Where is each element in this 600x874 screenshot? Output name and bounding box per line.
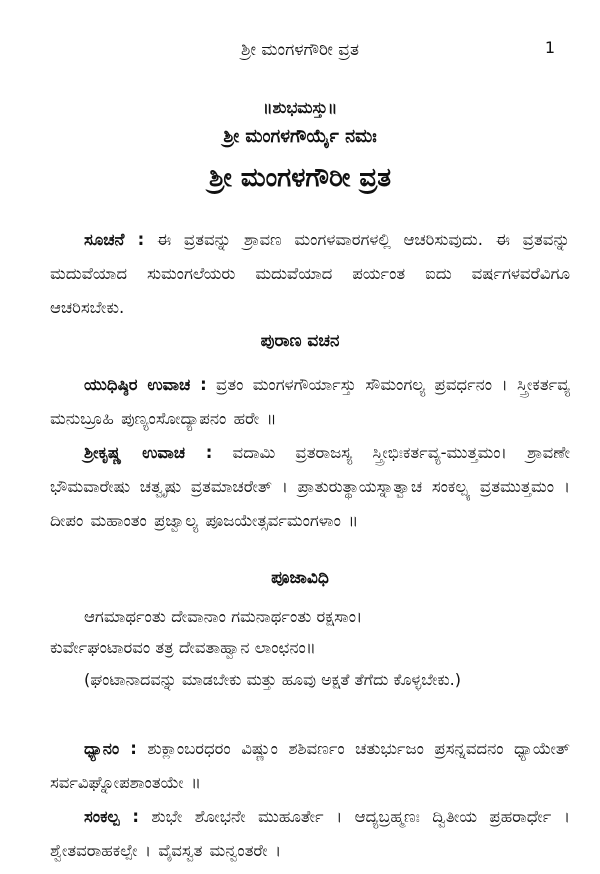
dhyana-paragraph bbox=[50, 732, 570, 800]
running-header-title: ಶ್ರೀ ಮಂಗಳಗೌರೀ ವ್ರತ bbox=[241, 40, 359, 60]
krishna-paragraph bbox=[50, 436, 570, 538]
section-heading-purana: ಪುರಾಣ ವಚನ bbox=[260, 331, 340, 351]
salutation-line: ಶ್ರೀ ಮಂಗಳಗೌರ್ಯೈ ನಮಃ bbox=[223, 126, 377, 147]
verse-line-1: ಆಗಮಾರ್ಥಂತು ದೇವಾನಾಂ ಗಮನಾರ್ಥಂತು ರಕ್ಷಸಾಂ। bbox=[84, 607, 363, 626]
ritual-note: (ಘಂಟಾನಾದವನ್ನು ಮಾಡಬೇಕು ಮತ್ತು ಹೂವು ಅಕ್ಷತೆ ತೆಗೆದು ಕೊಳ್ಳಬೇಕು.) bbox=[84, 670, 461, 689]
yudhishthira-paragraph bbox=[50, 368, 570, 436]
instruction-paragraph bbox=[50, 223, 570, 325]
yudhishthira-text: ವ್ರತಂ ಮಂಗಳಗೌರ್ಯಾಸ್ತು ಸೌಮಂಗಲ್ಯ ಪ್ರವರ್ಧನಂ । ಸ್ತ್ರೀಕರ್ತವ್ಯ ಮನುಬ್ರೂಹಿ ಪುಣ್ಯಂಸೋದ್ಯಾಪನಂ ಹರೇ ॥ bbox=[50, 375, 570, 428]
verse-line-2: ಕುರ್ವೇಘಂಟಾರವಂ ತತ್ರ ದೇವತಾಹ್ವಾನ ಲಾಂಛನಂ॥ bbox=[50, 638, 316, 657]
sankalpa-text: ಶುಭೇ ಶೋಭನೇ ಮುಹೂರ್ತೇ । ಆದ್ಯಬ್ರಹ್ಮಣಃ ದ್ವಿತೀಯ ಪ್ರಹರಾರ್ಧೇ । ಶ್ವೇತವರಾಹಕಲ್ಪೇ । ವೈವಸ್ವತ ಮನ್ವಂತರೇ । bbox=[50, 807, 570, 860]
section-heading-puja: ಪೂಜಾವಿಧಿ bbox=[271, 568, 329, 588]
sankalpa-paragraph bbox=[50, 800, 570, 868]
instruction-label: ಸೂಚನೆ : bbox=[84, 230, 145, 249]
page-number: 1 bbox=[544, 38, 555, 57]
dhyana-text: ಶುಕ್ಲಾಂಬರಧರಂ ವಿಷ್ಣುಂ ಶಶಿವರ್ಣಂ ಚತುರ್ಭುಜಂ ಪ್ರಸನ್ನವದನಂ ಧ್ಯಾಯೇತ್ ಸರ್ವವಿಘ್ನೋಪಶಾಂತಯೇ ॥ bbox=[50, 739, 570, 792]
krishna-label: ಶ್ರೀಕೃಷ್ಣ ಉವಾಚ : bbox=[84, 443, 213, 462]
auspicious-invocation: ॥ಶುಭಮಸ್ತು॥ bbox=[262, 98, 338, 117]
dhyana-label: ಧ್ಯಾನಂ : bbox=[84, 739, 137, 758]
yudhishthira-label: ಯುಧಿಷ್ಠಿರ ಉವಾಚ : bbox=[84, 375, 207, 394]
krishna-text: ವದಾಮಿ ವ್ರತರಾಜಸ್ಯ ಸ್ತ್ರೀಭಿಃಕರ್ತವ್ಯ-ಮುತ್ತಮಂ। ಶ್ರಾವಣೇ ಭೌಮವಾರೇಷು ಚತ್ವೃಷು ವ್ರತಮಾಚರೇತ್ । ಪ್ರಾತುರುತ್ಥಾಯಸ್ನಾತ್ವಾಚ ಸಂಕಲ್ಪ್ಯ ವ್ರತಮುತ್ತಮಂ । ದೀಪಂ ಮಹಾಂತಂ ಪ್ರಜ್ವಾಲ್ಯ ಪೂಜಯೇತ್ಸರ್ವಮಂಗಳಾಂ ॥ bbox=[50, 443, 570, 530]
sankalpa-label: ಸಂಕಲ್ಪ : bbox=[84, 807, 139, 826]
page-title: ಶ್ರೀ ಮಂಗಳಗೌರೀ ವ್ರತ bbox=[209, 163, 391, 193]
instruction-text: ಈ ವ್ರತವನ್ನು ಶ್ರಾವಣ ಮಂಗಳವಾರಗಳಲ್ಲಿ ಆಚರಿಸುವುದು. ಈ ವ್ರತವನ್ನು ಮದುವೆಯಾದ ಸುಮಂಗಲೆಯರು ಮದುವೆಯಾದ ಪರ್ಯಂತ ಐದು ವರ್ಷಗಳವರೆವಿಗೂ ಆಚರಿಸಬೇಕು. bbox=[50, 230, 570, 317]
